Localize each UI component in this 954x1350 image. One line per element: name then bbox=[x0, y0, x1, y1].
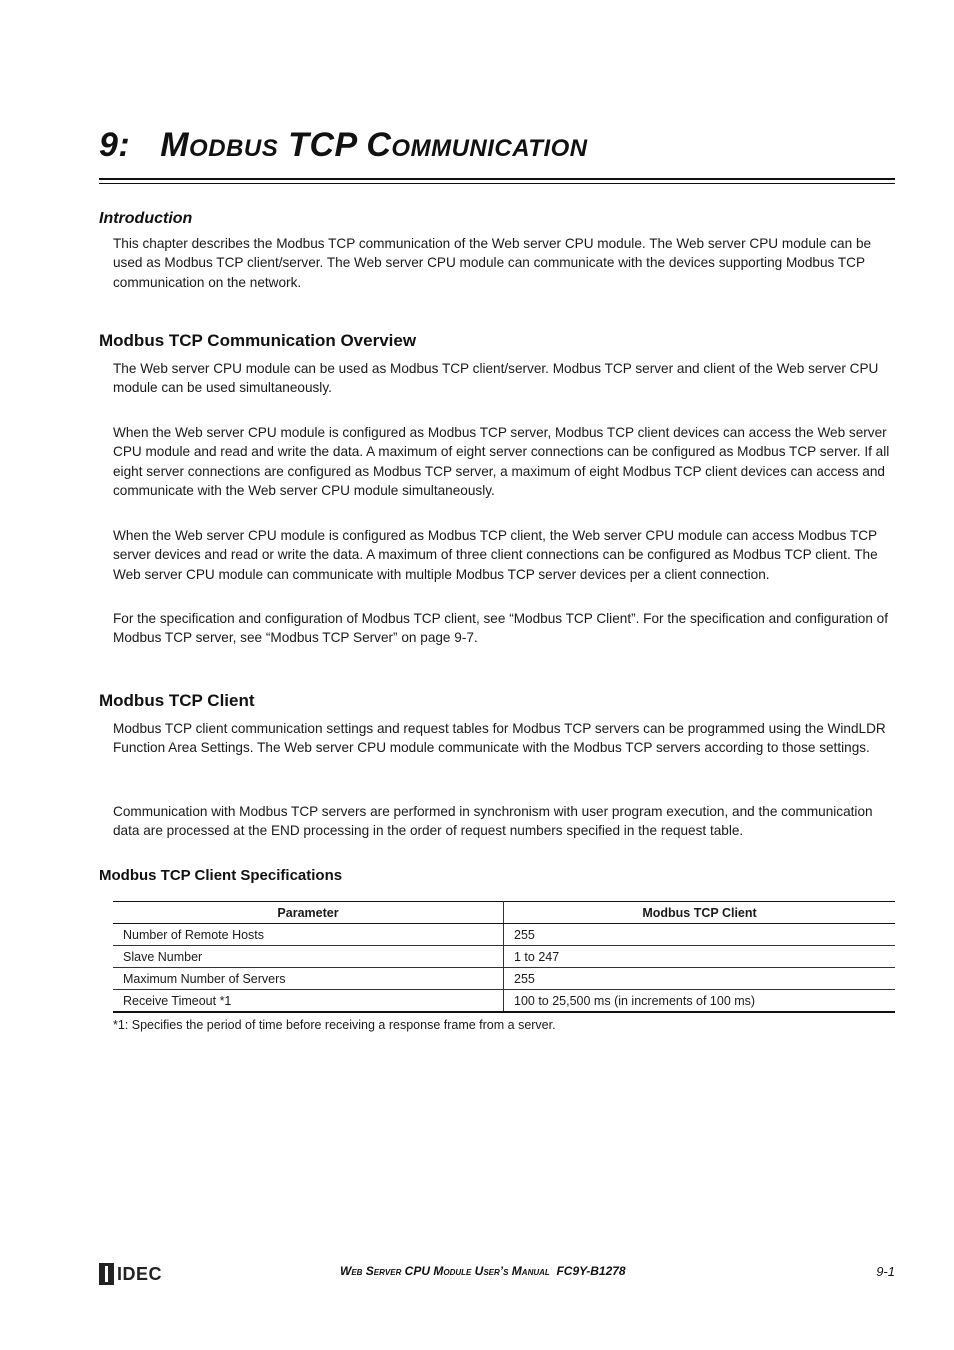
idec-logo-text: IDEC bbox=[117, 1263, 163, 1284]
client-spec-table bbox=[113, 901, 895, 1013]
table-header-parameter: Parameter bbox=[113, 902, 504, 924]
overview-paragraph: When the Web server CPU module is configured as Modbus TCP client, the Web server CPU module can access Modbus TCP server devices and read or write the data. A maximum of three client connections can be configured as Modbus TCP client. The Web server CPU module can communicate with multiple Modbus TCP server devices per a client connection. bbox=[113, 528, 878, 582]
table-header-client: Modbus TCP Client bbox=[504, 902, 896, 924]
table-row bbox=[113, 990, 895, 1013]
table-footnote: *1: Specifies the period of time before receiving a response frame from a server. bbox=[113, 1018, 556, 1032]
introduction-heading: Introduction bbox=[99, 210, 193, 227]
page-number: 9-1 bbox=[876, 1264, 895, 1279]
chapter-title-text: Modbus TCP Communication bbox=[160, 126, 588, 164]
table-cell-parameter: Slave Number bbox=[113, 946, 504, 968]
table-row bbox=[113, 946, 895, 968]
overview-heading: Modbus TCP Communication Overview bbox=[99, 331, 417, 350]
client-paragraph: Modbus TCP client communication settings and request tables for Modbus TCP servers can be programmed using the WindLDR Function Area Settings. The Web server CPU module communicate with the Modbus TCP servers according to those settings. bbox=[113, 721, 886, 756]
overview-paragraph: For the specification and configuration of Modbus TCP client, see “Modbus TCP Client”. For the specification and configuration of Modbus TCP server, see “Modbus TCP Server” on page 9-7. bbox=[113, 611, 889, 646]
overview-paragraph: The Web server CPU module can be used as Modbus TCP client/server. Modbus TCP server and client of the Web server CPU module can be used simultaneously. bbox=[113, 361, 879, 396]
table-cell-parameter: Number of Remote Hosts bbox=[113, 924, 504, 946]
chapter-title bbox=[99, 126, 588, 165]
table-header-row bbox=[113, 902, 895, 924]
table-cell-parameter: Maximum Number of Servers bbox=[113, 968, 504, 990]
footer-doc-code: FC9Y-B1278 bbox=[556, 1264, 626, 1278]
idec-logo bbox=[99, 1262, 162, 1286]
chapter-number: 9: bbox=[99, 126, 131, 164]
client-paragraph: Communication with Modbus TCP servers are performed in synchronism with user program execution, and the communication data are processed at the END processing in the order of request numbers specified in the request table. bbox=[113, 804, 873, 839]
introduction-text: This chapter describes the Modbus TCP communication of the Web server CPU module. The Web server CPU module can be used as Modbus TCP client/server. The Web server CPU module can communicate with the devices supporting Modbus TCP communication on the network. bbox=[113, 236, 872, 290]
footer-manual-title bbox=[340, 1264, 626, 1278]
table-row bbox=[113, 924, 895, 946]
footer-manual-name: Web Server CPU Module User’s Manual bbox=[340, 1264, 550, 1278]
table-row bbox=[113, 968, 895, 990]
client-heading: Modbus TCP Client bbox=[99, 691, 255, 710]
table-cell-value: 1 to 247 bbox=[504, 946, 896, 968]
table-cell-value: 255 bbox=[504, 968, 896, 990]
table-cell-parameter: Receive Timeout *1 bbox=[113, 990, 504, 1013]
client-spec-heading: Modbus TCP Client Specifications bbox=[99, 867, 343, 884]
title-rule-thick bbox=[99, 178, 895, 180]
title-rule-thin bbox=[99, 183, 895, 184]
table-cell-value: 100 to 25,500 ms (in increments of 100 ms) bbox=[504, 990, 896, 1013]
overview-paragraph: When the Web server CPU module is configured as Modbus TCP server, Modbus TCP client devices can access the Web server CPU module and read and write the data. A maximum of eight server connections can be configured as Modbus TCP server. If all eight server connections are configured as Modbus TCP server, a maximum of eight Modbus TCP client devices can access and communicate with the Web server CPU module simultaneously. bbox=[113, 425, 890, 498]
table-cell-value: 255 bbox=[504, 924, 896, 946]
idec-logo-mark bbox=[99, 1263, 114, 1285]
